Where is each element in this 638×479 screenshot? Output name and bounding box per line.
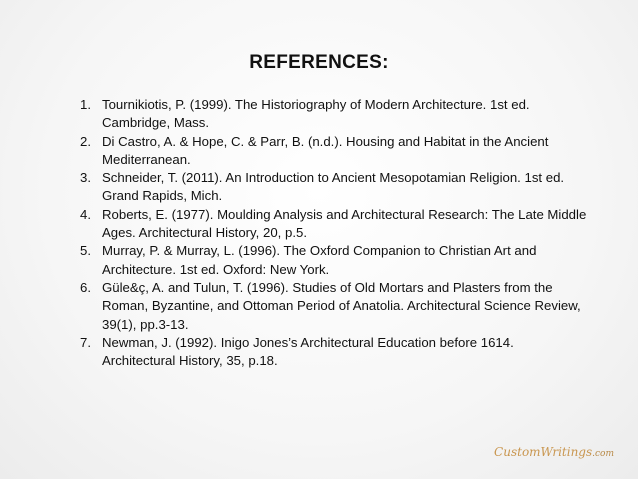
item-text: Tournikiotis, P. (1999). The Historiography of Modern Architecture. 1st ed. Cambridge, Mass.: [102, 97, 530, 131]
item-text: Güle&ç, A. and Tulun, T. (1996). Studies of Old Mortars and Plasters from the Roman, Byzantine, and Ottoman Period of Anatolia. Architectural Science Review, 39(1), pp.3-13.: [102, 279, 581, 332]
item-text: Schneider, T. (2011). An Introduction to Ancient Mesopotamian Religion. 1st ed. Grand Rapids, Mich.: [102, 170, 565, 204]
item-number: 2.: [80, 133, 91, 149]
reference-list: [68, 96, 588, 370]
list-item: [68, 169, 588, 206]
list-item: [68, 133, 588, 170]
page-title: REFERENCES:: [249, 52, 389, 73]
item-number: 7.: [80, 334, 91, 350]
list-item: [68, 96, 588, 133]
item-text: Newman, J. (1992). Inigo Jones’s Architectural Education before 1614. Architectural History, 35, p.18.: [102, 334, 514, 369]
list-item: [68, 279, 588, 334]
list-item: [68, 334, 588, 371]
list-item: [68, 206, 588, 243]
item-text: Di Castro, A. & Hope, C. & Parr, B. (n.d.). Housing and Habitat in the Ancient Mediterranean.: [102, 133, 549, 167]
item-text: Roberts, E. (1977). Moulding Analysis and Architectural Research: The Late Middle Ages. Architectural History, 20, p.5.: [102, 206, 587, 241]
item-text: Murray, P. & Murray, L. (1996). The Oxford Companion to Christian Art and Architecture. 1st ed. Oxford: New York.: [102, 243, 537, 277]
item-number: 4.: [80, 206, 91, 222]
item-number: 6.: [80, 279, 91, 295]
brand-domain: .com: [592, 449, 614, 459]
item-number: 5.: [80, 243, 91, 259]
brand-logo: [494, 445, 614, 459]
brand-name: CustomWritings: [494, 445, 593, 459]
item-number: 3.: [80, 170, 91, 186]
list-item: [68, 242, 588, 279]
item-number: 1.: [80, 97, 91, 112]
